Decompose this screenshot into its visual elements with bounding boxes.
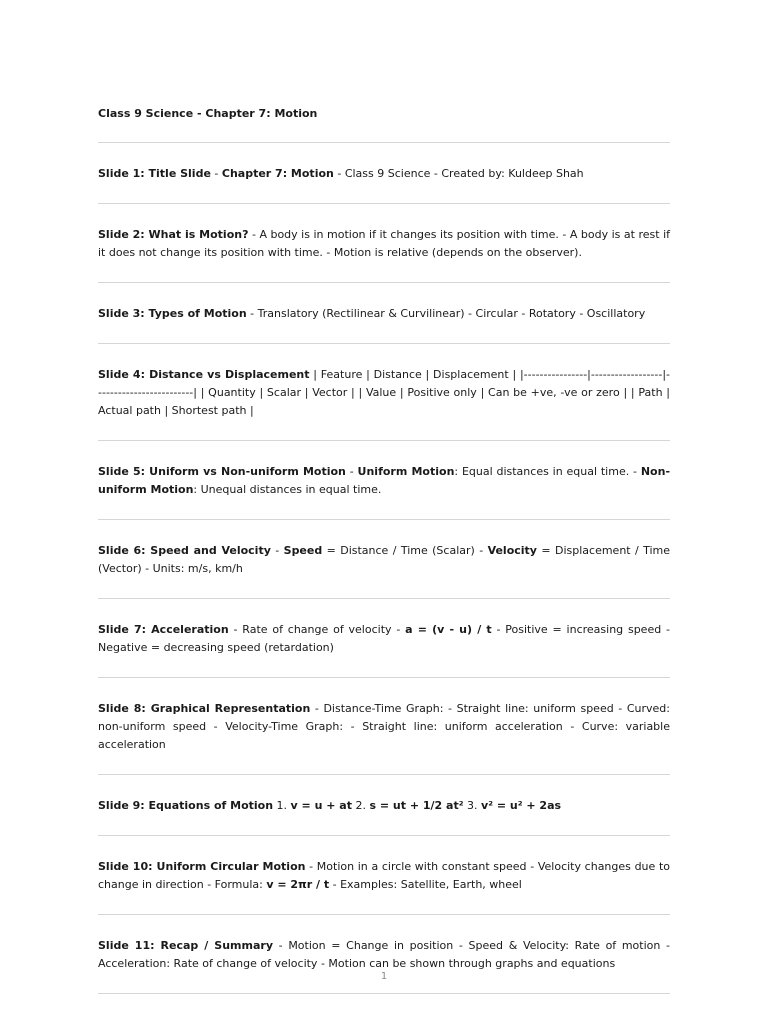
slide-text: - Examples: Satellite, Earth, wheel [329, 878, 522, 891]
slide-text: - Rate of change of velocity - [228, 623, 406, 636]
slide-bold-text: v = 2πr / t [266, 878, 330, 891]
section-divider [98, 914, 670, 915]
slide-text: - [270, 544, 284, 557]
slide-text: - Distance-Time Graph: - Straight line: uniform speed - Curved: non-uniform speed - Velocity-Time Graph: - Straight line: uniform acceleration - Curve: variable acceleration [98, 702, 670, 751]
section-divider [98, 774, 670, 775]
document-page [98, 107, 670, 994]
section-divider [98, 343, 670, 344]
slide-paragraph [98, 366, 670, 420]
section-divider [98, 203, 670, 204]
slide-text: : Unequal distances in equal time. [193, 483, 382, 496]
page-number: 1 [380, 971, 388, 982]
slide-text: - [210, 167, 222, 180]
slide-text: - Translatory (Rectilinear & Curvilinear) - Circular - Rotatory - Oscillatory [246, 307, 646, 320]
slide-text: - Motion = Change in position - Speed & Velocity: Rate of motion - Acceleration: Rate of change of velocity - Motion can be shown through graphs and equations [98, 939, 670, 970]
section-divider [98, 598, 670, 599]
slide-text: - A body is in motion if it changes its position with time. - A body is at rest if it does not change its position with time. - Motion is relative (depends on the observer). [98, 228, 671, 259]
slide-heading: Slide 11: Recap / Summary [98, 939, 273, 952]
slide-heading: Slide 7: Acceleration [98, 623, 229, 636]
slide-list [98, 142, 670, 994]
slide-text: - Positive = increasing speed - Negative = decreasing speed (retardation) [98, 623, 670, 654]
document-title: Class 9 Science - Chapter 7: Motion [98, 107, 318, 120]
slide-paragraph [98, 165, 670, 183]
slide-paragraph [98, 305, 670, 323]
slide-heading: Slide 10: Uniform Circular Motion [98, 860, 306, 873]
slide-heading: Slide 1: Title Slide [98, 167, 211, 180]
slide-heading: Slide 9: Equations of Motion [98, 799, 274, 812]
slide-paragraph [98, 797, 670, 815]
slide-heading: Slide 8: Graphical Representation [98, 702, 311, 715]
slide-bold-text: a = (v - u) / t [405, 623, 492, 636]
slide-paragraph [98, 937, 670, 973]
section-divider [98, 993, 670, 994]
slide-paragraph [98, 226, 670, 262]
slide-bold-text: Non-uniform Motion [98, 465, 671, 496]
slide-bold-text: Chapter 7: Motion [221, 167, 334, 180]
slide-text: = Displacement / Time (Vector) - Units: m/s, km/h [98, 544, 671, 575]
section-divider [98, 142, 670, 143]
slide-heading: Slide 5: Uniform vs Non-uniform Motion [98, 465, 346, 478]
section-divider [98, 440, 670, 441]
section-divider [98, 519, 670, 520]
slide-bold-text: Velocity [487, 544, 537, 557]
slide-text: - Class 9 Science - Created by: Kuldeep Shah [333, 167, 584, 180]
slide-text: 2. [351, 799, 370, 812]
slide-paragraph [98, 542, 670, 578]
slide-bold-text: v² = u² + 2as [481, 799, 562, 812]
slide-text: | Feature | Distance | Displacement | |----------------|------------------|-------------------------| | Quantity | Scalar | Vector | | Value | Positive only | Can be +ve, -ve or zero | | Path | Actual path | Shortest path | [98, 368, 670, 417]
slide-bold-text: v = u + at [290, 799, 352, 812]
slide-text: : Equal distances in equal time. - [454, 465, 641, 478]
slide-heading: Slide 2: What is Motion? [98, 228, 249, 241]
section-divider [98, 677, 670, 678]
slide-text: - [345, 465, 358, 478]
slide-paragraph [98, 621, 670, 657]
slide-paragraph [98, 858, 670, 894]
slide-heading: Slide 3: Types of Motion [98, 307, 247, 320]
slide-paragraph [98, 463, 670, 499]
slide-heading: Slide 6: Speed and Velocity [98, 544, 271, 557]
slide-heading: Slide 4: Distance vs Displacement [98, 368, 310, 381]
section-divider [98, 835, 670, 836]
slide-text: 1. [273, 799, 291, 812]
slide-text: = Distance / Time (Scalar) - [322, 544, 488, 557]
slide-bold-text: Speed [283, 544, 323, 557]
slide-bold-text: Uniform Motion [357, 465, 455, 478]
slide-text: - Motion in a circle with constant speed - Velocity changes due to change in direction - Formula: [98, 860, 671, 891]
slide-paragraph [98, 700, 670, 754]
slide-text: 3. [463, 799, 482, 812]
slide-bold-text: s = ut + 1/2 at² [369, 799, 464, 812]
section-divider [98, 282, 670, 283]
